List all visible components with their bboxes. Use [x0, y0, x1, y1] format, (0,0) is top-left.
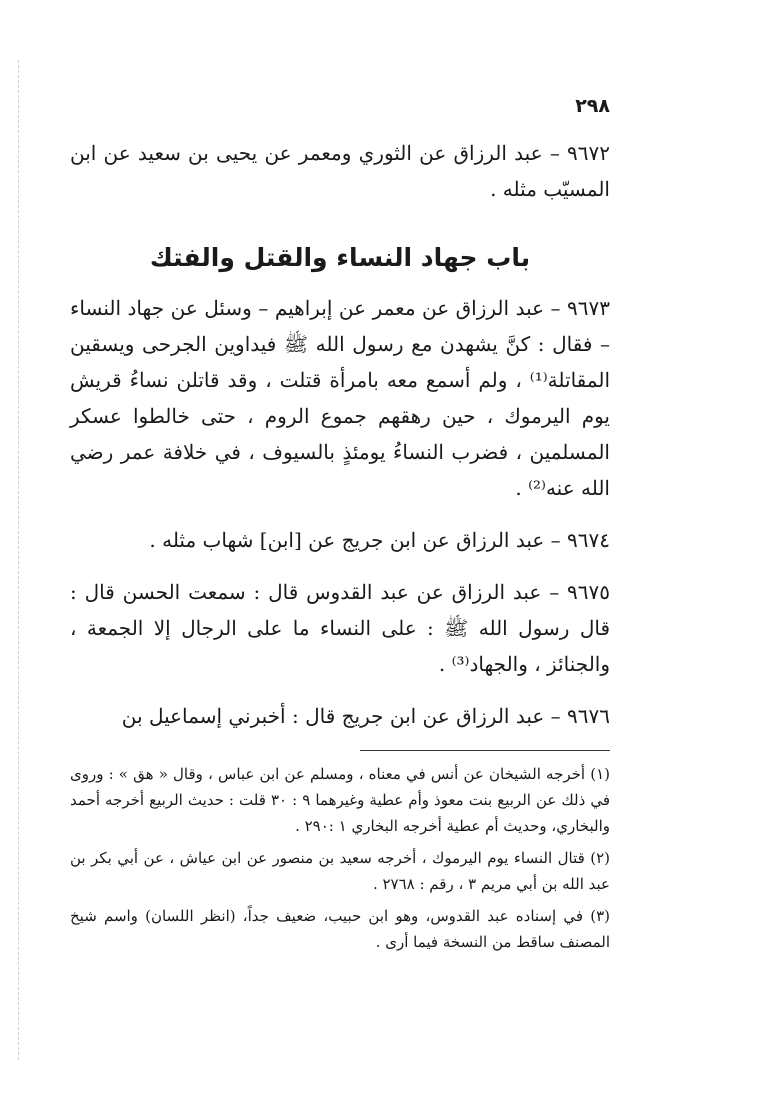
hadith-9676: ٩٦٧٦ – عبد الرزاق عن ابن جريج قال : أخبرني إسماعيل بن: [121, 704, 610, 728]
chapter-title: باب جهاد النساء والقتل والفتك: [149, 243, 531, 272]
page-number: ٢٩٨: [575, 95, 610, 117]
hadith-9672: ٩٦٧٢ – عبد الرزاق عن الثوري ومعمر عن يحيى بن سعيد عن ابن المسيّب مثله .: [70, 141, 610, 201]
footnote-1: (١) أخرجه الشيخان عن أنس في معناه ، ومسلم عن ابن عباس ، وقال « هق » : وروى في ذلك عن الربيع بنت معوذ وأم عطية وغيرهما ٩ : ٣٠ قلت : حديث الربيع أخرجه أحمد والبخاري، وحديث أم عطية أخرجه البخاري ١ :٢٩٠ .: [70, 765, 610, 835]
footnote-divider: [360, 750, 610, 751]
book-page: [70, 95, 610, 961]
hadith-9675: ٩٦٧٥ – عبد الرزاق عن عبد القدوس قال : سمعت الحسن قال : قال رسول الله ﷺ : على النساء ما على الرجال إلا الجمعة ، والجنائز ، والجهاد⁽³⁾ .: [70, 580, 610, 676]
page-edge-line: [18, 60, 19, 1060]
hadith-9673: ٩٦٧٣ – عبد الرزاق عن معمر عن إبراهيم – وسئل عن جهاد النساء – فقال : كنَّ يشهدن مع رسول الله ﷺ فيداوين الجرحى ويسقين المقاتلة⁽¹⁾ ، ولم أسمع معه بامرأة قتلت ، وقد قاتلن نساءُ قريش يوم اليرموك ، حين رهقهم جموع الروم ، حتى خالطوا عسكر المسلمين ، فضرب النساءُ يومئذٍ بالسيوف ، في خلافة عمر رضي الله عنه⁽²⁾ .: [70, 296, 610, 500]
footnote-3: (٣) في إسناده عبد القدوس، وهو ابن حبيب، ضعيف جداً، (انظر اللسان) واسم شيخ المصنف ساقط من النسخة فيما أرى .: [70, 907, 610, 951]
footnote-2: (٢) قتال النساء يوم اليرموك ، أخرجه سعيد بن منصور عن ابن عياش ، عن أبي بكر بن عبد الله بن أبي مريم ٣ ، رقم : ٢٧٦٨ .: [70, 849, 610, 893]
hadith-9674: ٩٦٧٤ – عبد الرزاق عن ابن جريج عن [ابن] شهاب مثله .: [149, 528, 610, 552]
